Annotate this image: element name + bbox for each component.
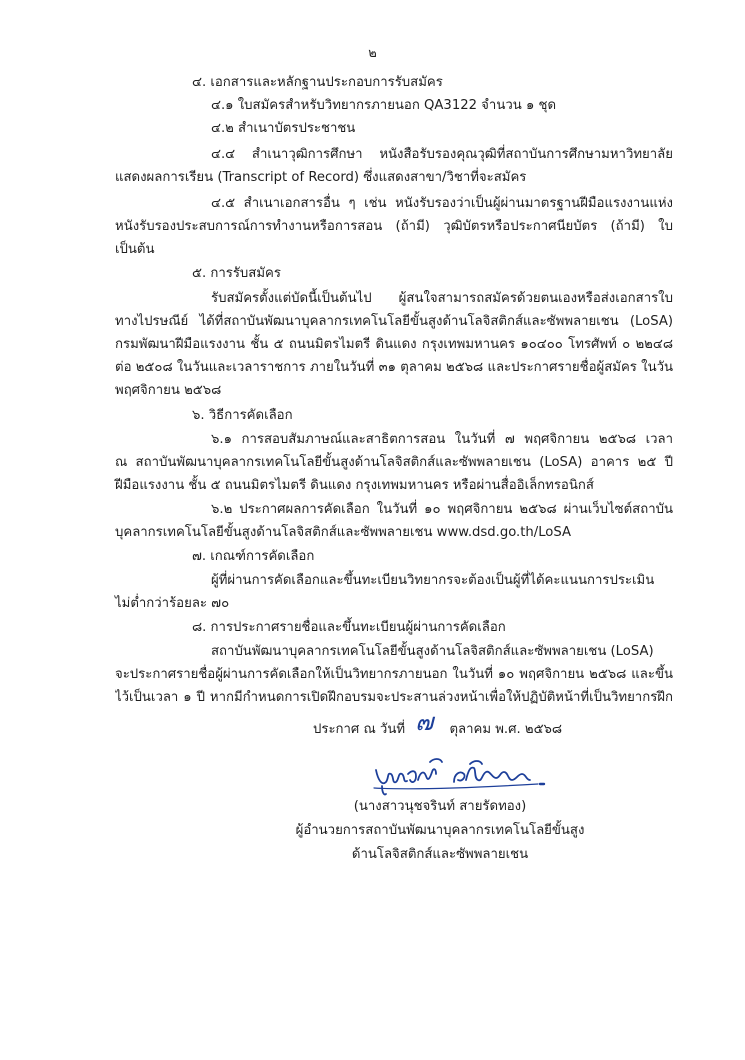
item-4-5-line-1: ๔.๕ สำเนาเอกสารอื่น ๆ เช่น หนังรับรองว่าเป็นผู้ผ่านมาตรฐานฝีมือแรงงานแห่ง — [211, 196, 673, 211]
section-5-para-line-5: พฤศจิกายน ๒๕๖๘ — [115, 383, 222, 398]
item-4-5-line-2: หนังรับรองประสบการณ์การทำงานหรือการสอน (ถ้ามี) วุฒิบัตรหรือประกาศนียบัตร (ถ้ามี) ใบ — [115, 219, 673, 234]
item-6-2-line-1: ๖.๒ ประกาศผลการคัดเลือก ในวันที่ ๑๐ พฤศจิกายน ๒๕๖๘ ผ่านเว็บไซต์สถาบัน — [211, 502, 673, 517]
section-5-para-line-2: ทางไปรษณีย์ ได้ที่สถาบันพัฒนาบุคลากรเทคโนโลยีขั้นสูงด้านโลจิสติกส์และซัพพลายเชน (LoSA) — [115, 314, 673, 329]
section-4-heading: ๔. เอกสารและหลักฐานประกอบการรับสมัคร — [192, 75, 443, 90]
item-4-4-line-2: แสดงผลการเรียน (Transcript of Record) ซึ่งแสดงสาขา/วิชาที่จะสมัคร — [115, 170, 527, 185]
item-6-2-line-2: บุคลากรเทคโนโลยีขั้นสูงด้านโลจิสติกส์และซัพพลายเชน www.dsd.go.th/LoSA — [115, 525, 572, 540]
section-8-para-line-2: จะประกาศรายชื่อผู้ผ่านการคัดเลือกให้เป็นวิทยากรภายนอก ในวันที่ ๑๐ พฤศจิกายน ๒๕๖๘ และขึ้น — [115, 667, 673, 682]
item-6-1-line-1: ๖.๑ การสอบสัมภาษณ์และสาธิตการสอน ในวันที่ ๗ พฤศจิกายน ๒๕๖๘ เวลา — [211, 432, 673, 447]
announcement-suffix: ตุลาคม พ.ศ. ๒๕๖๘ — [449, 722, 563, 737]
signatory-name: (นางสาวนุชจรินท์ สายรัดทอง) — [353, 799, 527, 814]
section-6-heading: ๖. วิธีการคัดเลือก — [192, 408, 293, 423]
page-number: ๒ — [368, 46, 377, 61]
section-5-para-line-3: กรมพัฒนาฝีมือแรงงาน ชั้น ๕ ถนนมิตรไมตรี ดินแดง กรุงเทพมหานคร ๑๐๔๐๐ โทรศัพท์ ๐ ๒๒๔๘ — [115, 337, 673, 352]
section-8-para-line-3: ไว้เป็นเวลา ๑ ปี หากมีกำหนดการเปิดฝึกอบรมจะประสานล่วงหน้าเพื่อให้ปฏิบัติหน้าที่เป็นวิทยากรฝึก — [115, 690, 673, 705]
section-5-heading: ๕. การรับสมัคร — [192, 266, 281, 281]
section-7-heading: ๗. เกณฑ์การคัดเลือก — [192, 549, 315, 564]
announcement-date — [313, 708, 563, 743]
handwritten-signature — [370, 752, 570, 802]
section-8-heading: ๘. การประกาศรายชื่อและขึ้นทะเบียนผู้ผ่านการคัดเลือก — [192, 620, 506, 635]
section-8-para-line-1: สถาบันพัฒนาบุคลากรเทคโนโลยีขั้นสูงด้านโลจิสติกส์และซัพพลายเชน (LoSA) — [211, 644, 654, 659]
section-7-para-line-1: ผู้ที่ผ่านการคัดเลือกและขึ้นทะเบียนวิทยากรจะต้องเป็นผู้ที่ได้คะแนนการประเมิน — [211, 573, 655, 588]
announcement-prefix: ประกาศ ณ วันที่ — [313, 722, 406, 737]
section-5-para-line-1: รับสมัครตั้งแต่บัดนี้เป็นต้นไป ผู้สนใจสามารถสมัครด้วยตนเองหรือส่งเอกสารใบ — [211, 291, 673, 306]
announcement-day-handwritten: ๗ — [415, 708, 434, 736]
section-5-para-line-4: ต่อ ๒๕๐๘ ในวันและเวลาราชการ ภายในวันที่ ๓๑ ตุลาคม ๒๕๖๘ และประกาศรายชื่อผู้สมัคร ในวัน — [115, 360, 673, 375]
item-6-1-line-2: ณ สถาบันพัฒนาบุคลากรเทคโนโลยีขั้นสูงด้านโลจิสติกส์และซัพพลายเชน (LoSA) อาคาร ๒๕ ปี — [115, 455, 673, 470]
item-6-1-line-3: ฝีมือแรงงาน ชั้น ๕ ถนนมิตรไมตรี ดินแดง กรุงเทพมหานคร หรือผ่านสื่ออิเล็กทรอนิกส์ — [115, 478, 594, 493]
item-4-4-line-1: ๔.๔ สำเนาวุฒิการศึกษา หนังสือรับรองคุณวุฒิที่สถาบันการศึกษามหาวิทยาลัย — [211, 147, 673, 162]
signatory-position-line-1: ผู้อำนวยการสถาบันพัฒนาบุคลากรเทคโนโลยีขั้นสูง — [295, 823, 585, 838]
signatory-position-line-2: ด้านโลจิสติกส์และซัพพลายเชน — [351, 847, 529, 862]
item-4-2: ๔.๒ สำเนาบัตรประชาชน — [211, 121, 356, 136]
section-7-para-line-2: ไม่ต่ำกว่าร้อยละ ๗๐ — [115, 596, 230, 611]
item-4-1: ๔.๑ ใบสมัครสำหรับวิทยากรภายนอก QA3122 จำนวน ๑ ชุด — [211, 98, 557, 113]
item-4-5-line-3: เป็นต้น — [115, 242, 155, 257]
